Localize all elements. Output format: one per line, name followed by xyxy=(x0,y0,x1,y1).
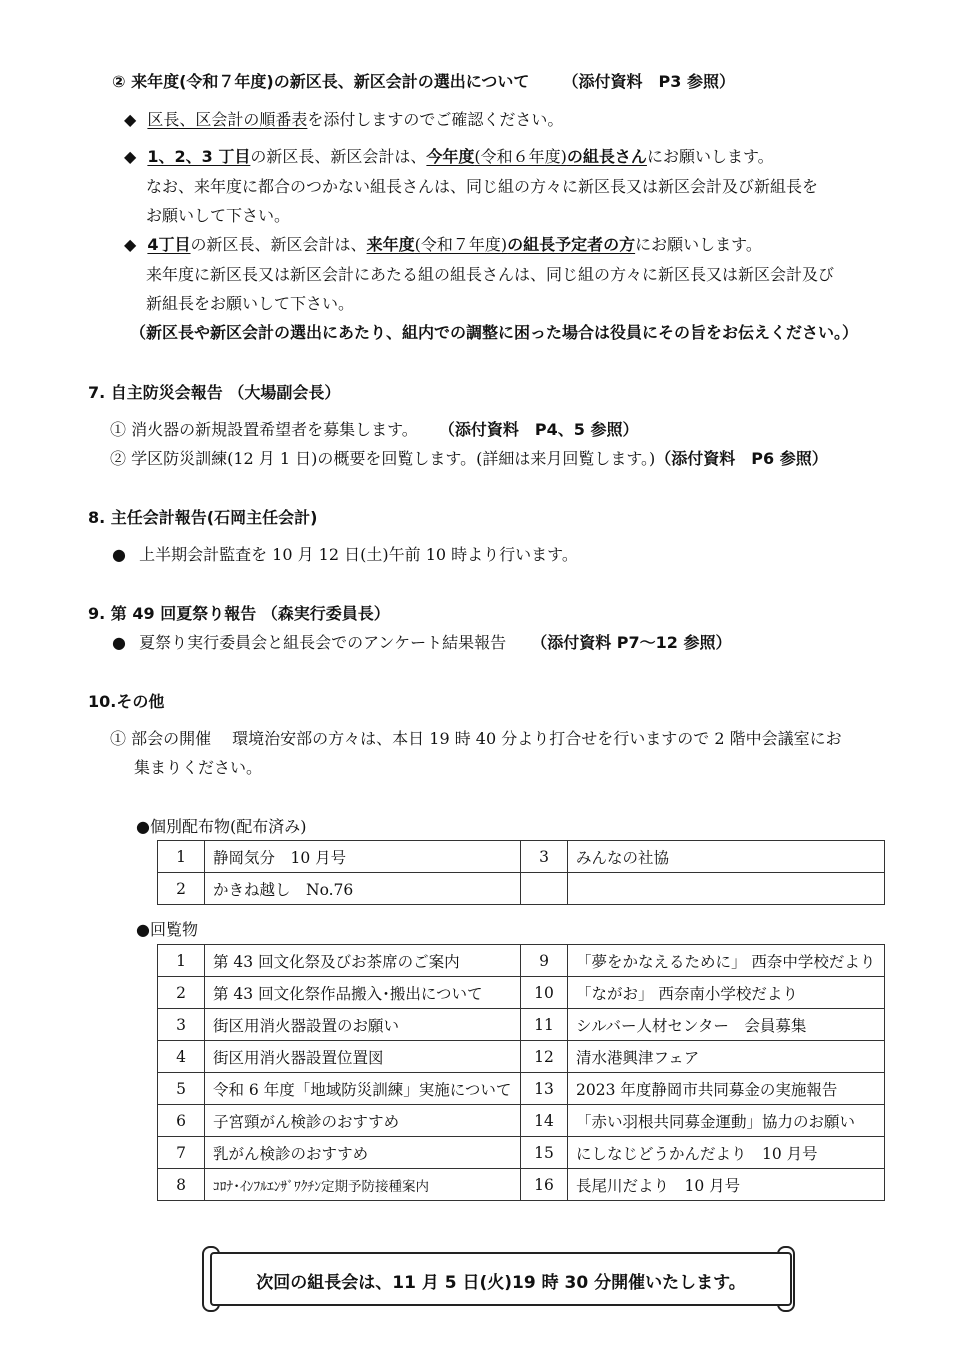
circulation-title: ●回覧物 xyxy=(136,920,198,939)
table-row xyxy=(158,1137,885,1169)
item-number: 10 xyxy=(521,977,568,1009)
diamond-bullet-icon: ◆ xyxy=(124,235,137,254)
bullet-3-year xyxy=(367,235,636,254)
item-number: 3 xyxy=(521,841,568,873)
section-10-item-1-line-2: 集まりください。 xyxy=(134,758,263,777)
diamond-bullet-icon: ◆ xyxy=(124,110,137,129)
circulation-table xyxy=(157,944,885,1201)
table-row xyxy=(158,1009,885,1041)
table-row xyxy=(158,841,885,873)
bullet-3-end: にお願いします。 xyxy=(635,235,762,254)
section-7-item-1 xyxy=(110,420,638,440)
next-meeting-banner xyxy=(200,1246,797,1310)
bullet-2-target: 1、2、3 丁目 xyxy=(147,147,251,166)
bullet-2-year-bold: 今年度 xyxy=(426,147,475,166)
item-title: 「赤い羽根共同募金運動」協力のお願い xyxy=(568,1105,885,1137)
item-title: かきね越し No.76 xyxy=(205,873,521,905)
section-2-note: （新区長や新区会計の選出にあたり、組内での調整に困った場合は役員にその旨をお伝えください。） xyxy=(130,323,859,342)
diamond-bullet-icon: ◆ xyxy=(124,147,137,166)
item-title: 街区用消火器設置のお願い xyxy=(205,1009,521,1041)
item-number: 4 xyxy=(158,1041,205,1073)
item-title: 「夢をかなえるために」 西奈中学校だより xyxy=(568,945,885,977)
bullet-2-year xyxy=(426,147,647,166)
section-10-heading: 10.その他 xyxy=(88,692,165,711)
item-number: 9 xyxy=(521,945,568,977)
bullet-3-year-paren: (令和７年度) xyxy=(414,235,508,254)
next-meeting-text: 次回の組長会は、11 月 5 日(火)19 時 30 分開催いたします。 xyxy=(256,1273,746,1293)
bullet-3-target: 4丁目 xyxy=(147,235,191,254)
item-title: 長尾川だより 10 月号 xyxy=(568,1169,885,1201)
item-number: 6 xyxy=(158,1105,205,1137)
item-title xyxy=(568,873,885,905)
section-7-item-2-text: ② 学区防災訓練(12 月 1 日)の概要を回覧します。(詳細は来月回覧します。) xyxy=(110,449,656,468)
item-title: 静岡気分 10 月号 xyxy=(205,841,521,873)
item-number: 7 xyxy=(158,1137,205,1169)
item-number: 5 xyxy=(158,1073,205,1105)
bullet-2-line-2: なお、来年度に都合のつかない組長さんは、同じ組の方々に新区長又は新区会計及び新組長を xyxy=(146,177,819,196)
item-number xyxy=(521,873,568,905)
item-number: 12 xyxy=(521,1041,568,1073)
bullet-3-line-2: 来年度に新区長又は新区会計にあたる組の組長さんは、同じ組の方々に新区長又は新区会計及び xyxy=(146,265,835,284)
section-10-item-1-line-1: ① 部会の開催 環境治安部の方々は、本日 19 時 40 分より打合せを行いますので 2 階中会議室にお xyxy=(110,729,842,748)
bullet-2-line-3: お願いして下さい。 xyxy=(146,206,291,225)
item-title: シルバー人材センター 会員募集 xyxy=(568,1009,885,1041)
item-title: 「ながお」 西奈南小学校だより xyxy=(568,977,885,1009)
item-title: ｺﾛﾅ･ｲﾝﾌﾙｴﾝｻﾞﾜｸﾁﾝ定期予防接種案内 xyxy=(205,1169,521,1201)
table-row xyxy=(158,1073,885,1105)
section-7-item-1-ref: （添付資料 P4、5 参照） xyxy=(438,420,639,439)
section-7-item-2 xyxy=(110,449,828,469)
item-title: 子宮頸がん検診のおすすめ xyxy=(205,1105,521,1137)
item-title: 2023 年度静岡市共同募金の実施報告 xyxy=(568,1073,885,1105)
section-9-heading: 9. 第 49 回夏祭り報告 （森実行委員長） xyxy=(88,604,390,623)
section-2-bullet-1 xyxy=(124,110,563,130)
circle-bullet-icon: ● xyxy=(112,633,126,652)
item-number: 3 xyxy=(158,1009,205,1041)
item-number: 16 xyxy=(521,1169,568,1201)
bullet-2-end: にお願いします。 xyxy=(646,147,774,166)
rotation-table-link-text: 区長、区会計の順番表 xyxy=(147,110,308,129)
section-2-bullet-3 xyxy=(124,235,762,255)
section-8-item-1-text: 上半期会計監査を 10 月 12 日(土)午前 10 時より行います。 xyxy=(139,545,578,564)
bullet-2-leader: の組長さん xyxy=(566,147,647,166)
item-title: 第 43 回文化祭及びお茶席のご案内 xyxy=(205,945,521,977)
section-9-item-1-text: 夏祭り実行委員会と組長会でのアンケート結果報告 xyxy=(139,633,507,652)
bullet-2-year-paren: (令和６年度) xyxy=(474,147,567,166)
item-number: 15 xyxy=(521,1137,568,1169)
item-title: みんなの社協 xyxy=(568,841,885,873)
bullet-3-mid: の新区長、新区会計は、 xyxy=(190,235,367,254)
item-number: 1 xyxy=(158,945,205,977)
item-number: 2 xyxy=(158,873,205,905)
section-8-heading: 8. 主任会計報告(石岡主任会計) xyxy=(88,508,318,527)
item-number: 8 xyxy=(158,1169,205,1201)
table-row xyxy=(158,1169,885,1201)
section-7-item-1-text: ① 消火器の新規設置希望者を募集します。 xyxy=(110,420,418,439)
section-2-bullet-2 xyxy=(124,147,774,167)
item-number: 2 xyxy=(158,977,205,1009)
section-2-heading-line xyxy=(112,72,735,92)
item-number: 14 xyxy=(521,1105,568,1137)
item-title: 乳がん検診のおすすめ xyxy=(205,1137,521,1169)
circle-bullet-icon: ● xyxy=(112,545,126,564)
item-title: 第 43 回文化祭作品搬入･搬出について xyxy=(205,977,521,1009)
item-title: にしなじどうかんだより 10 月号 xyxy=(568,1137,885,1169)
table-row xyxy=(158,873,885,905)
section-2-reference: （添付資料 P3 参照） xyxy=(562,72,735,91)
item-title: 令和 6 年度「地域防災訓練」実施について xyxy=(205,1073,521,1105)
section-9-item-1-ref: （添付資料 P7～12 参照） xyxy=(531,633,732,652)
bullet-1-text: を添付しますのでご確認ください。 xyxy=(307,110,564,129)
section-7-item-2-ref: （添付資料 P6 参照） xyxy=(655,449,828,468)
item-title: 街区用消火器設置位置図 xyxy=(205,1041,521,1073)
table-row xyxy=(158,977,885,1009)
distribution-table xyxy=(157,840,885,905)
table-row xyxy=(158,945,885,977)
bullet-3-year-bold: 来年度 xyxy=(366,235,415,254)
section-9-item-1 xyxy=(112,633,731,653)
bullet-2-mid: の新区長、新区会計は、 xyxy=(250,147,427,166)
table-row xyxy=(158,1105,885,1137)
section-2-heading: ② 来年度(令和７年度)の新区長、新区会計の選出について xyxy=(112,72,530,91)
table-row xyxy=(158,1041,885,1073)
item-number: 13 xyxy=(521,1073,568,1105)
item-title: 清水港興津フェア xyxy=(568,1041,885,1073)
bullet-3-leader: の組長予定者の方 xyxy=(507,235,636,254)
item-number: 11 xyxy=(521,1009,568,1041)
bullet-3-line-3: 新組長をお願いして下さい。 xyxy=(146,294,355,313)
section-8-item-1 xyxy=(112,545,578,565)
banner-frame xyxy=(210,1252,792,1306)
distribution-title: ●個別配布物(配布済み) xyxy=(136,817,307,836)
section-7-heading: 7. 自主防災会報告 （大場副会長） xyxy=(88,383,341,402)
item-number: 1 xyxy=(158,841,205,873)
